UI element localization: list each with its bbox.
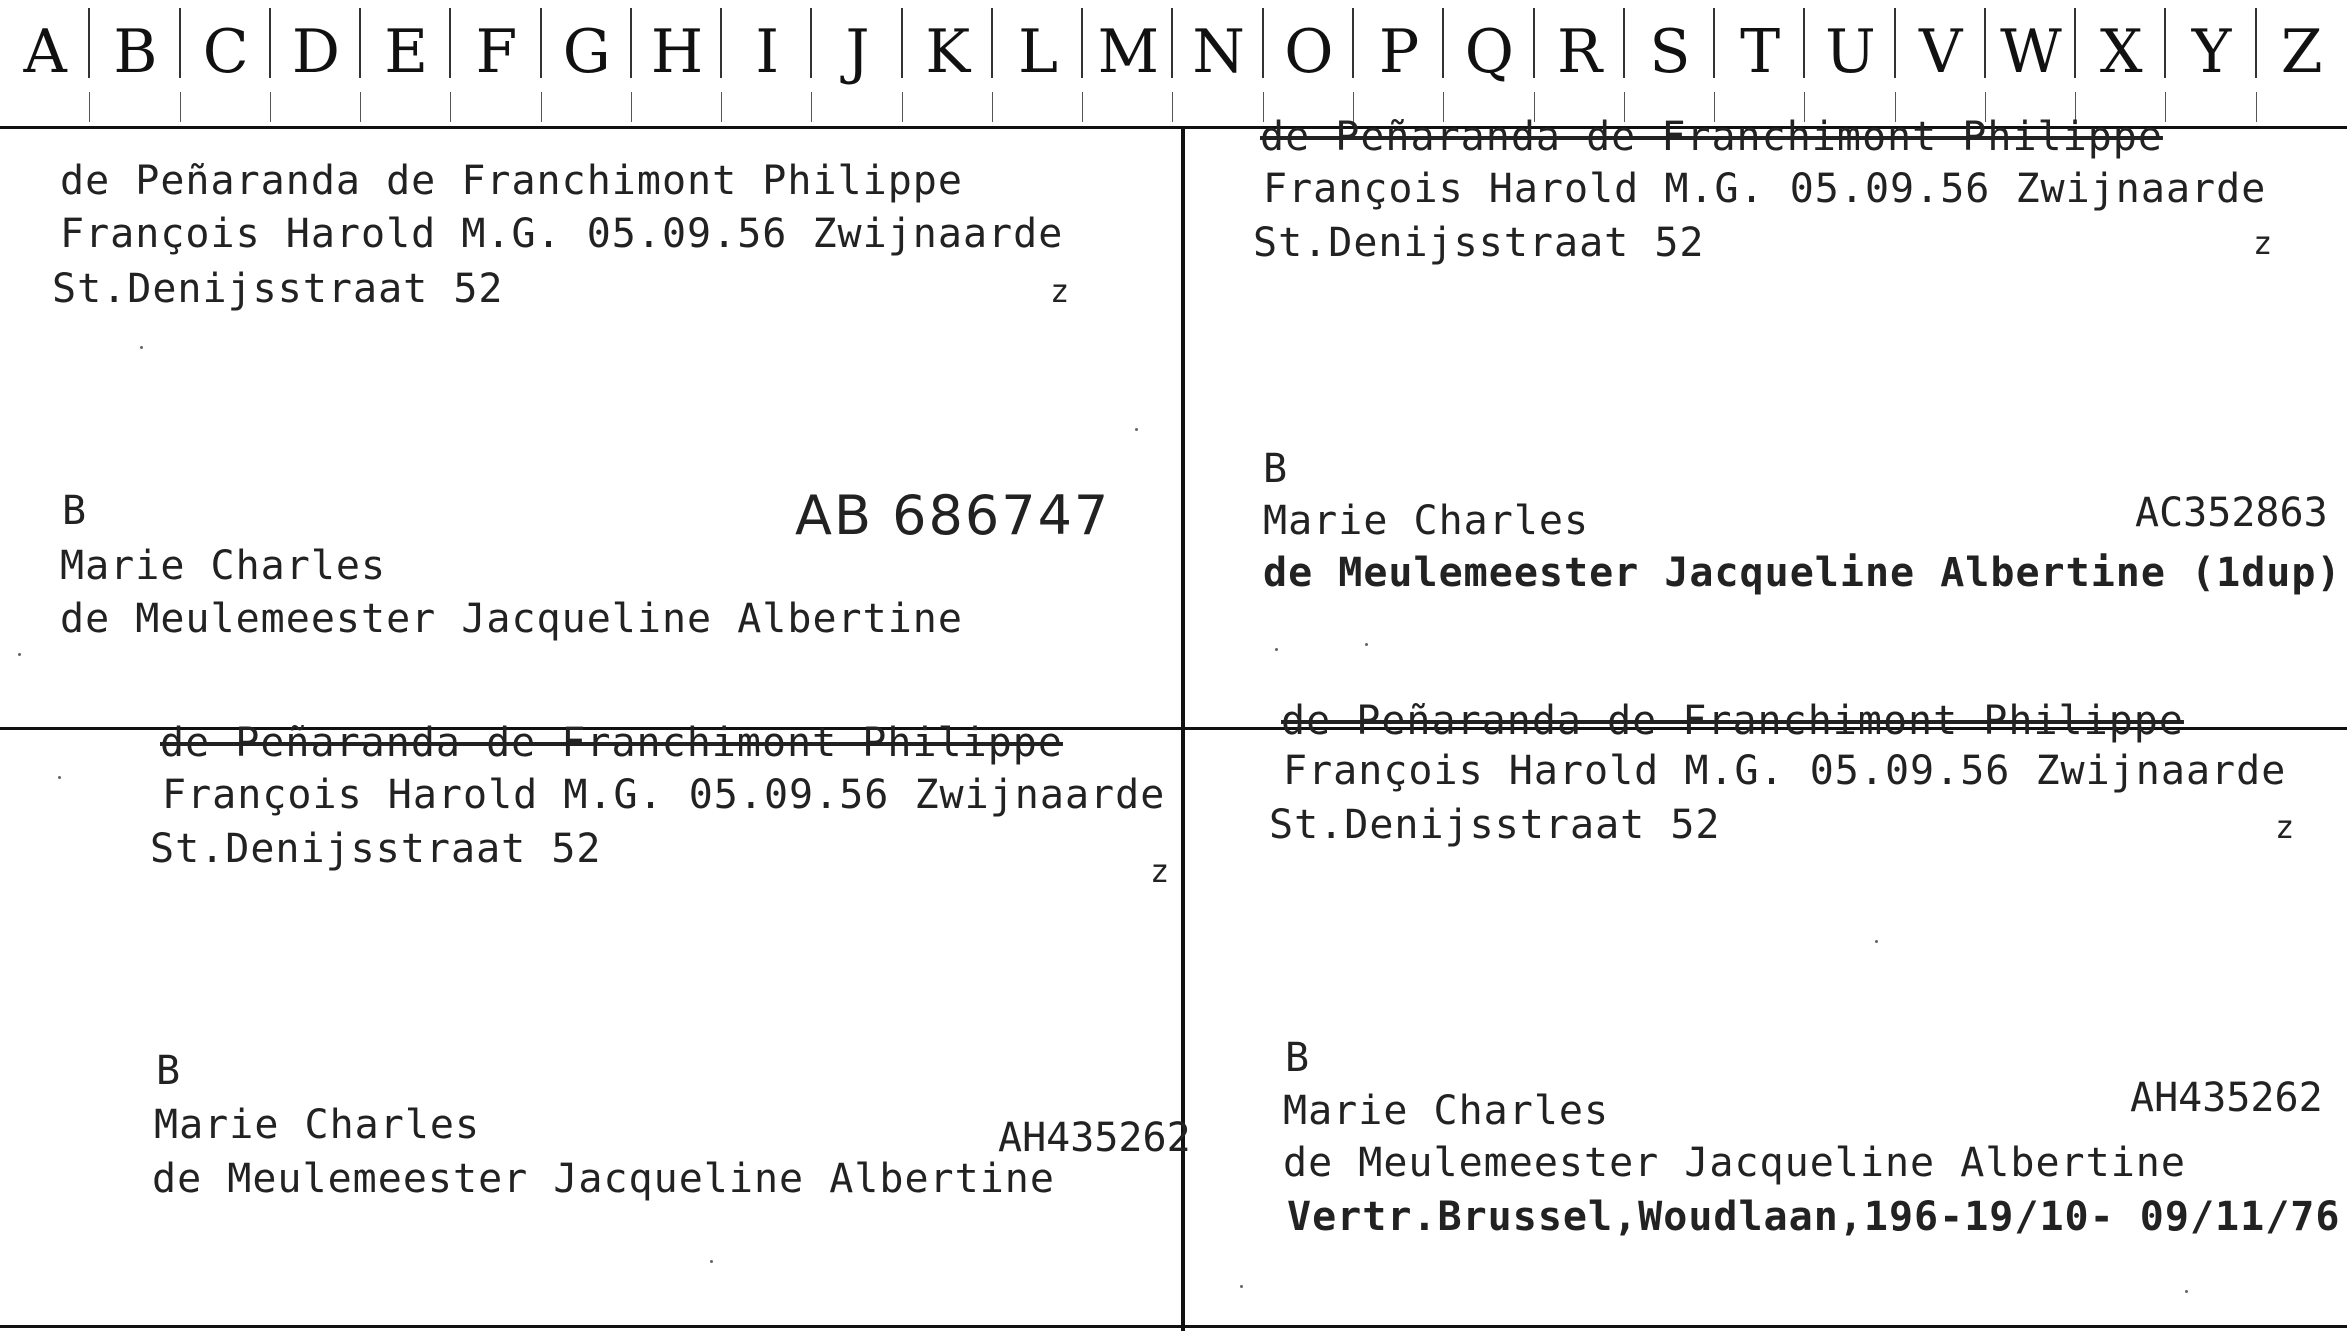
mother-name: de Meulemeester Jacqueline Albertine xyxy=(152,1156,1055,1202)
speck xyxy=(2185,1290,2188,1293)
document-number: AC352863 xyxy=(2135,490,2328,536)
address-line: St.Denijsstraat 52 xyxy=(150,826,602,872)
record-card xyxy=(0,720,1191,1290)
birth-info-line: François Harold M.G. 05.09.56 Zwijnaarde xyxy=(1283,748,2287,794)
index-letter: Y xyxy=(2166,0,2256,126)
record-card xyxy=(1185,698,2341,1290)
father-name: Marie Charles xyxy=(60,543,387,589)
speck xyxy=(1365,643,1368,646)
mother-name: de Meulemeester Jacqueline Albertine (1dup) xyxy=(1263,550,2342,596)
index-letter: Q xyxy=(1444,0,1534,126)
bottom-border xyxy=(0,1325,2347,1328)
record-card xyxy=(0,128,1140,688)
document-number: AH435262 xyxy=(998,1115,1191,1161)
speck xyxy=(140,346,143,349)
index-letter: K xyxy=(903,0,993,126)
surname-line: de Peñaranda de Franchimont Philippe xyxy=(160,720,1063,766)
z-mark: z xyxy=(2275,808,2295,846)
z-mark: z xyxy=(1150,852,1170,890)
category-letter: B xyxy=(156,1048,182,1094)
index-letter: B xyxy=(90,0,180,126)
speck xyxy=(1275,648,1278,651)
speck xyxy=(710,1260,713,1263)
index-letter: I xyxy=(722,0,812,126)
speck xyxy=(18,653,21,656)
index-letter: G xyxy=(542,0,632,126)
speck xyxy=(1875,940,1878,943)
index-letter: F xyxy=(451,0,541,126)
address-line: St.Denijsstraat 52 xyxy=(52,266,504,312)
birth-info-line: François Harold M.G. 05.09.56 Zwijnaarde xyxy=(60,211,1064,257)
address-note: Vertr.Brussel,Woudlaan,196-19/10- 09/11/76 xyxy=(1287,1194,2341,1240)
index-letter: U xyxy=(1805,0,1895,126)
index-letter: E xyxy=(361,0,451,126)
birth-info-line: François Harold M.G. 05.09.56 Zwijnaarde xyxy=(1263,166,2267,212)
mother-name: de Meulemeester Jacqueline Albertine xyxy=(1283,1140,2186,1186)
address-line: St.Denijsstraat 52 xyxy=(1269,802,1721,848)
surname-line: de Peñaranda de Franchimont Philippe xyxy=(60,158,963,204)
index-letter: W xyxy=(1986,0,2076,126)
surname-line: de Peñaranda de Franchimont Philippe xyxy=(1281,698,2184,744)
index-letter: C xyxy=(181,0,271,126)
index-letter: O xyxy=(1264,0,1354,126)
index-letter: P xyxy=(1354,0,1444,126)
record-card xyxy=(1185,114,2342,688)
index-letter: H xyxy=(632,0,722,126)
index-letter: M xyxy=(1083,0,1173,126)
father-name: Marie Charles xyxy=(1283,1088,1610,1134)
z-mark: z xyxy=(1050,272,1070,310)
surname-line: de Peñaranda de Franchimont Philippe xyxy=(1260,114,2163,160)
speck xyxy=(1240,1285,1243,1288)
birth-info-line: François Harold M.G. 05.09.56 Zwijnaarde xyxy=(162,772,1166,818)
alphabet-index-bar xyxy=(0,0,2347,129)
index-letter: J xyxy=(812,0,902,126)
father-name: Marie Charles xyxy=(1263,498,1590,544)
index-letter: V xyxy=(1896,0,1986,126)
index-letter: N xyxy=(1173,0,1263,126)
index-letter: A xyxy=(0,0,90,126)
index-letter: S xyxy=(1625,0,1715,126)
category-letter: B xyxy=(1285,1035,1311,1081)
speck xyxy=(1135,428,1138,431)
category-letter: B xyxy=(1263,446,1289,492)
index-letter: D xyxy=(271,0,361,126)
category-letter: B xyxy=(62,488,88,534)
index-letter: X xyxy=(2076,0,2166,126)
index-letter: L xyxy=(993,0,1083,126)
speck xyxy=(58,776,61,779)
index-letter: Z xyxy=(2280,17,2323,87)
father-name: Marie Charles xyxy=(154,1102,481,1148)
index-letter: R xyxy=(1535,0,1625,126)
index-letter: T xyxy=(1715,0,1805,126)
address-line: St.Denijsstraat 52 xyxy=(1253,220,1705,266)
document-number: AH435262 xyxy=(2130,1075,2323,1121)
mother-name: de Meulemeester Jacqueline Albertine xyxy=(60,596,963,642)
document-number: AB 686747 xyxy=(795,484,1111,547)
z-mark: z xyxy=(2253,224,2273,262)
